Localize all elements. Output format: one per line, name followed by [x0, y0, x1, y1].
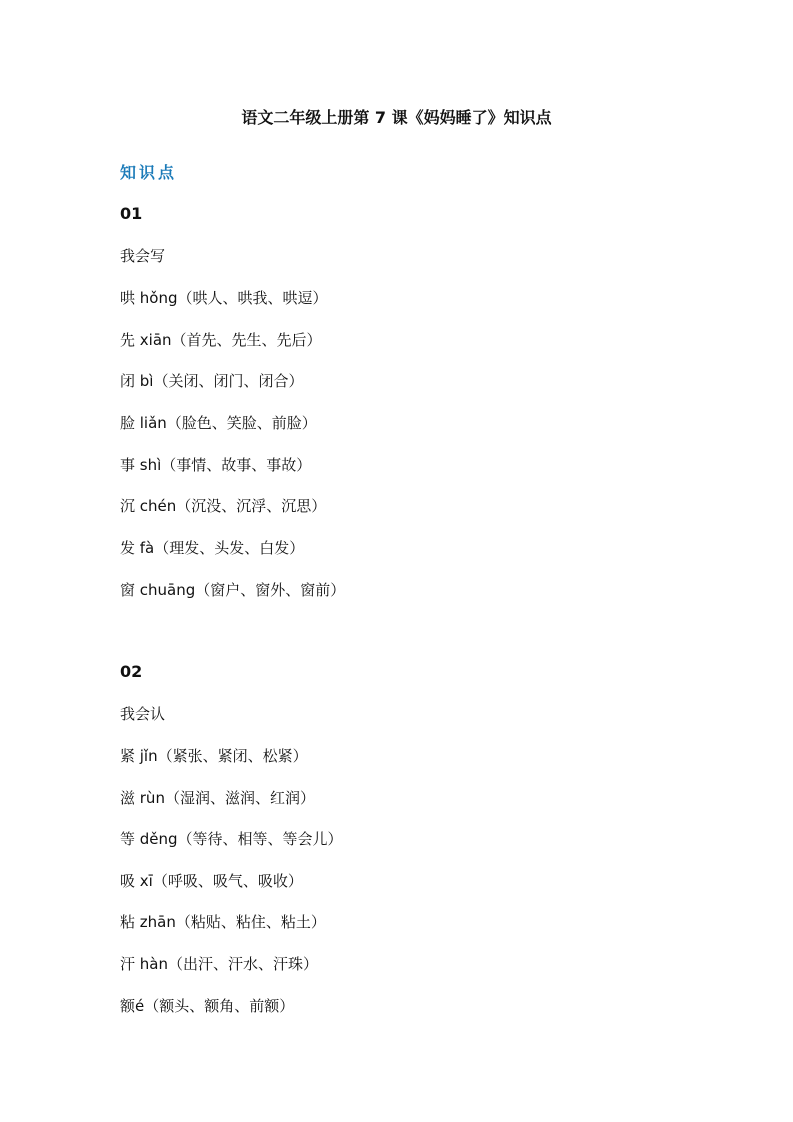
list-item: 发 fà（理发、头发、白发）	[120, 539, 305, 557]
part-number-01: 01	[120, 204, 143, 223]
list-item: 闭 bì（关闭、闭门、闭合）	[120, 372, 304, 390]
list-item: 吸 xī（呼吸、吸气、吸收）	[120, 872, 303, 890]
list-item: 哄 hǒng（哄人、哄我、哄逗）	[120, 289, 328, 307]
part-number-02: 02	[120, 662, 143, 681]
list-item: 额é（额头、额角、前额）	[120, 997, 295, 1015]
section-heading: 知识点	[120, 163, 178, 182]
list-item: 汗 hàn（出汗、汗水、汗珠）	[120, 955, 318, 973]
list-item: 先 xiān（首先、先生、先后）	[120, 331, 322, 349]
part-label-read: 我会认	[120, 705, 166, 723]
list-item: 等 děng（等待、相等、等会儿）	[120, 830, 343, 848]
list-item: 沉 chén（沉没、沉浮、沉思）	[120, 497, 327, 515]
list-item: 窗 chuāng（窗户、窗外、窗前）	[120, 581, 346, 599]
list-item: 紧 jǐn（紧张、紧闭、松紧）	[120, 747, 308, 765]
list-item: 滋 rùn（湿润、滋润、红润）	[120, 789, 315, 807]
list-item: 事 shì（事情、故事、事故）	[120, 456, 312, 474]
document-title: 语文二年级上册第 7 课《妈妈睡了》知识点	[241, 108, 552, 127]
part-label-write: 我会写	[120, 247, 166, 265]
list-item: 脸 liǎn（脸色、笑脸、前脸）	[120, 414, 317, 432]
list-item: 粘 zhān（粘贴、粘住、粘土）	[120, 913, 326, 931]
